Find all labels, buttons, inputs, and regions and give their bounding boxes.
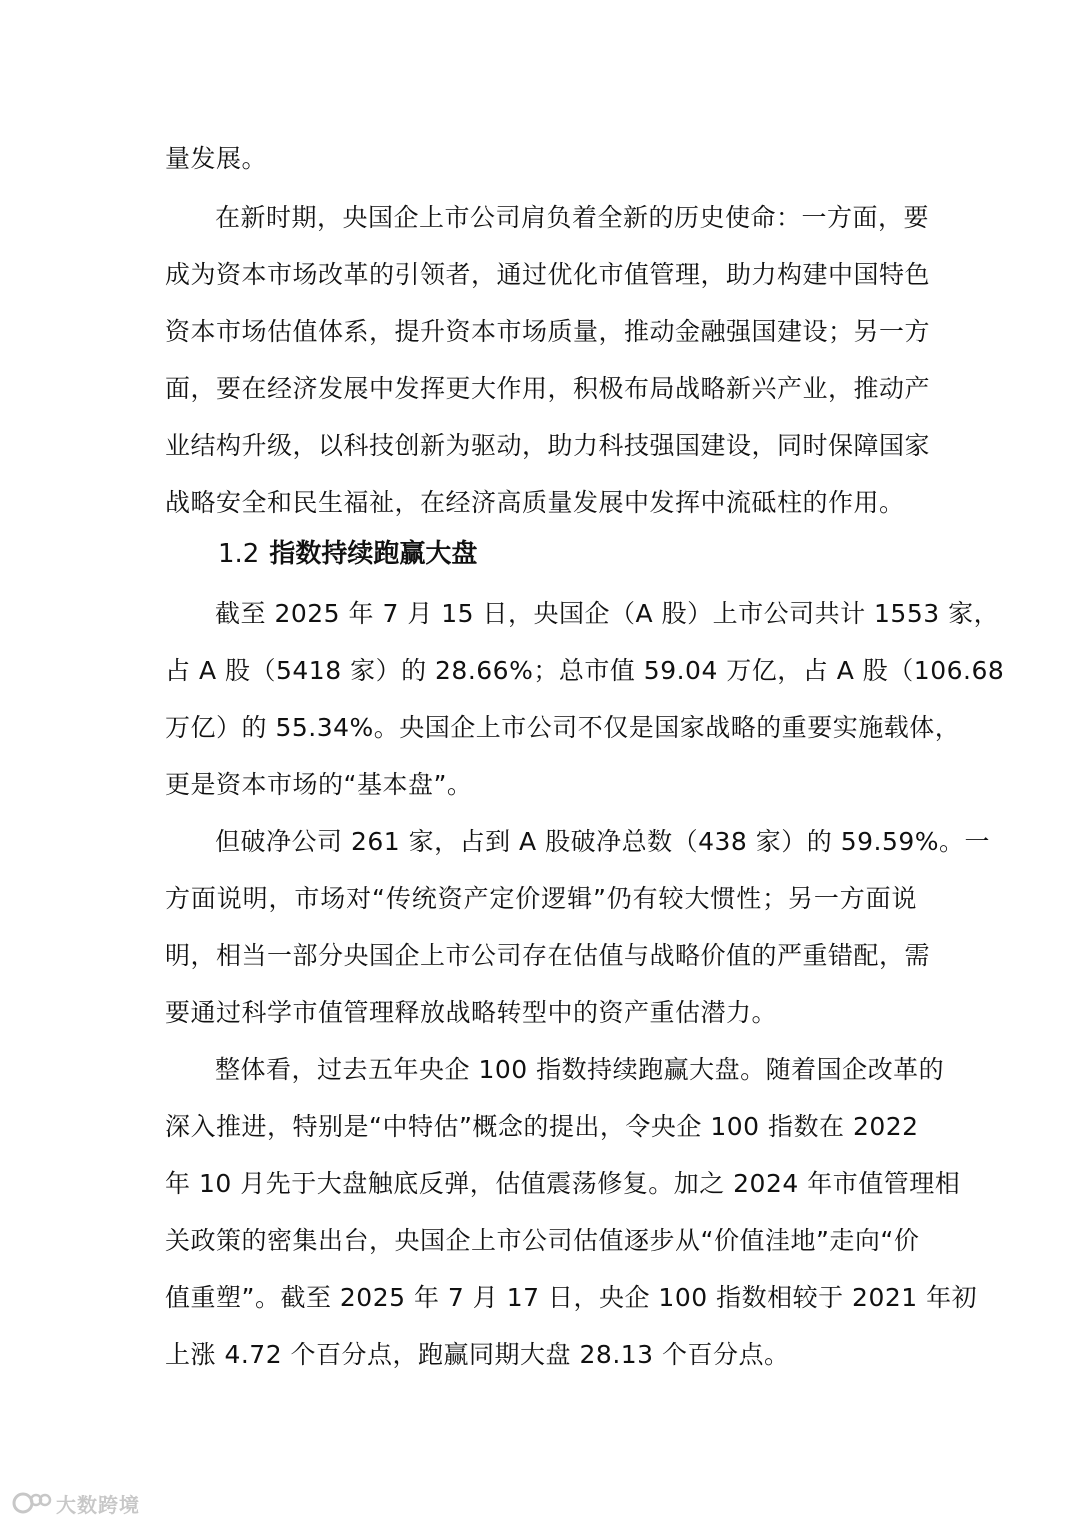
section-heading	[218, 536, 477, 572]
paragraph-1-line-1: 量发展。	[165, 144, 268, 173]
paragraph-3-line-3: 万亿）的 55.34%。央国企上市公司不仅是国家战略的重要实施载体，	[165, 713, 961, 742]
paragraph-2-line-4: 面，要在经济发展中发挥更大作用，积极布局战略新兴产业，推动产	[165, 374, 931, 403]
paragraph-4-line-4: 要通过科学市值管理释放战略转型中的资产重估潜力。	[165, 998, 778, 1027]
section-title: 指数持续跑赢大盘	[269, 539, 478, 569]
paragraph-3-line-2: 占 A 股（5418 家）的 28.66%；总市值 59.04 万亿，占 A 股（106.68	[165, 656, 1005, 685]
watermark-text: 大数跨境	[56, 1492, 140, 1517]
watermark-logo-icon	[12, 1490, 52, 1516]
paragraph-2-line-3: 资本市场估值体系，提升资本市场质量，推动金融强国建设；另一方	[165, 317, 931, 346]
paragraph-2-line-2: 成为资本市场改革的引领者，通过优化市值管理，助力构建中国特色	[165, 260, 931, 289]
paragraph-3-line-4: 更是资本市场的“基本盘”。	[165, 770, 473, 799]
paragraph-5-line-2: 深入推进，特别是“中特估”概念的提出，令央企 100 指数在 2022	[165, 1112, 919, 1141]
paragraph-4-line-2: 方面说明，市场对“传统资产定价逻辑”仍有较大惯性；另一方面说	[165, 884, 917, 913]
paragraph-3-line-1: 截至 2025 年 7 月 15 日，央国企（A 股）上市公司共计 1553 家，	[215, 599, 1000, 628]
section-number: 1.2	[218, 539, 260, 569]
paragraph-5-line-5: 值重塑”。截至 2025 年 7 月 17 日，央企 100 指数相较于 2021 年初	[165, 1283, 978, 1312]
paragraph-2-line-5: 业结构升级，以科技创新为驱动，助力科技强国建设，同时保障国家	[165, 431, 931, 460]
paragraph-5-line-3: 年 10 月先于大盘触底反弹，估值震荡修复。加之 2024 年市值管理相	[165, 1169, 961, 1198]
paragraph-5-line-4: 关政策的密集出台，央国企上市公司估值逐步从“价值洼地”走向“价	[165, 1226, 920, 1255]
paragraph-2-line-1: 在新时期，央国企上市公司肩负着全新的历史使命：一方面，要	[215, 203, 930, 232]
paragraph-5-line-6: 上涨 4.72 个百分点，跑赢同期大盘 28.13 个百分点。	[165, 1340, 790, 1369]
paragraph-2-line-6: 战略安全和民生福祉，在经济高质量发展中发挥中流砥柱的作用。	[165, 488, 905, 517]
watermark	[12, 1488, 140, 1518]
paragraph-4-line-1: 但破净公司 261 家，占到 A 股破净总数（438 家）的 59.59%。一	[215, 827, 991, 856]
paragraph-5-line-1: 整体看，过去五年央企 100 指数持续跑赢大盘。随着国企改革的	[215, 1055, 945, 1084]
paragraph-4-line-3: 明，相当一部分央国企上市公司存在估值与战略价值的严重错配，需	[165, 941, 931, 970]
